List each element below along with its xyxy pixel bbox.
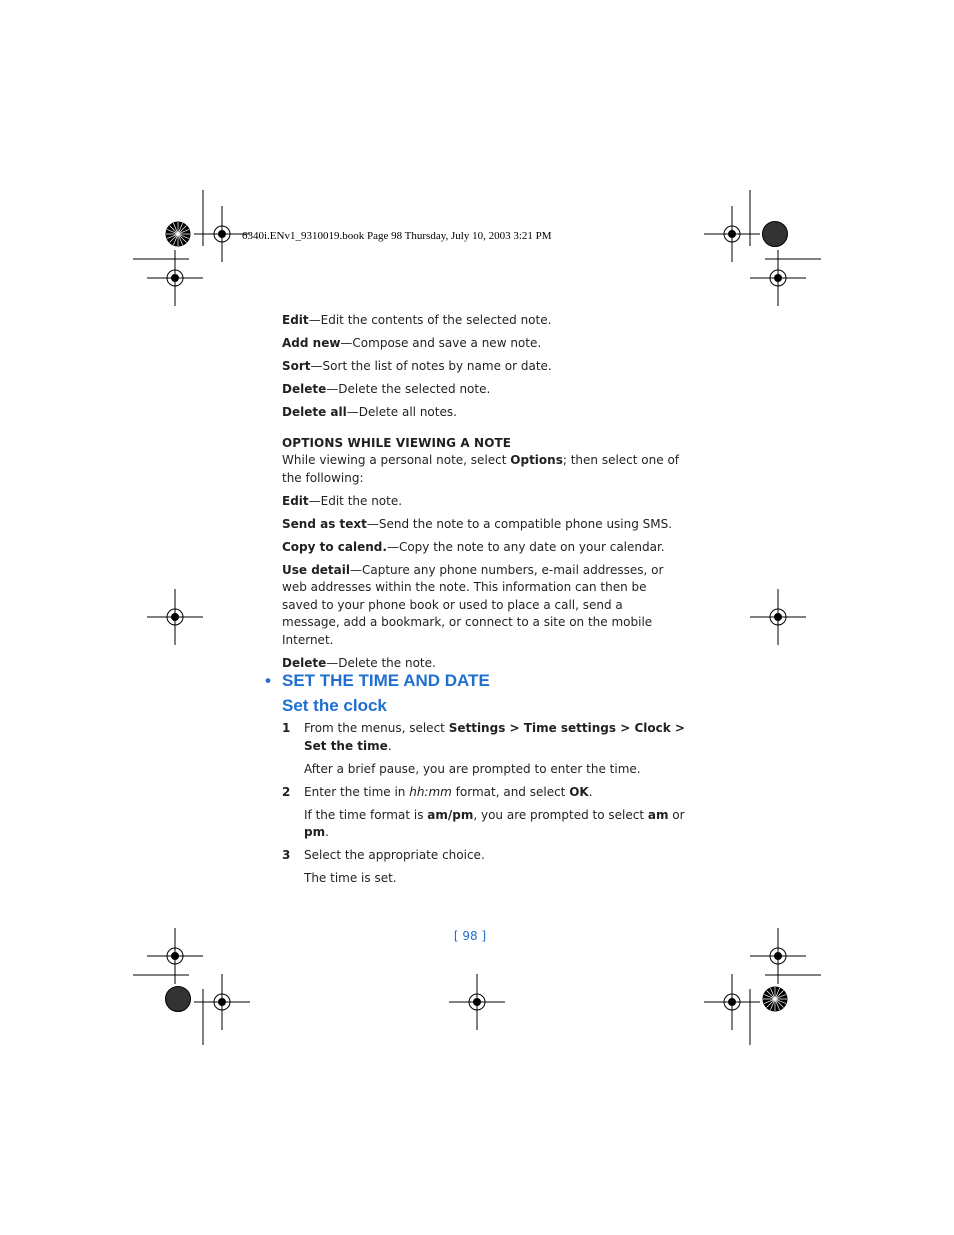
print-slug: 6340i.ENv1_9310019.book Page 98 Thursday, July 10, 2003 3:21 PM bbox=[242, 230, 552, 242]
menu-term: Time settings bbox=[523, 721, 617, 735]
definition-item bbox=[282, 335, 682, 353]
step-3 bbox=[282, 847, 702, 865]
text: . bbox=[325, 825, 329, 839]
term: Delete bbox=[282, 382, 327, 396]
text: or bbox=[668, 807, 685, 822]
step-number: 1 bbox=[282, 721, 291, 735]
definition-item bbox=[282, 516, 682, 534]
description: —Compose and save a new note. bbox=[340, 336, 542, 350]
step-2 bbox=[282, 784, 702, 802]
menu-term: OK bbox=[569, 784, 589, 799]
text: . bbox=[588, 784, 593, 799]
description: —Edit the note. bbox=[308, 493, 403, 508]
description: —Edit the contents of the selected note. bbox=[308, 313, 552, 327]
term: Edit bbox=[282, 493, 309, 508]
term: Use detail bbox=[282, 562, 350, 577]
bullet: • bbox=[265, 671, 271, 690]
definition-item bbox=[282, 404, 682, 422]
text: From the menus, select bbox=[304, 721, 449, 735]
term: Delete bbox=[282, 655, 327, 670]
definition-item bbox=[282, 655, 682, 673]
definition-item bbox=[282, 562, 667, 650]
definition-item bbox=[282, 539, 682, 557]
section-title-text: SET THE TIME AND DATE bbox=[282, 671, 490, 690]
separator: > bbox=[616, 721, 635, 735]
menu-term: Set the time bbox=[304, 738, 388, 753]
step-3-note: The time is set. bbox=[304, 871, 397, 885]
menu-term: am/pm bbox=[427, 807, 474, 822]
definition-item bbox=[282, 493, 682, 511]
step-1 bbox=[282, 720, 702, 755]
description: —Capture any phone numbers, e-mail addresses, or web addresses within the note. This information can then be saved to your phone book or used to place a call, send a message, add a bookmark, or connect to a site on the mobile Internet. bbox=[282, 562, 664, 647]
definition-item bbox=[282, 381, 682, 399]
intro-paragraph bbox=[282, 452, 682, 487]
step-number: 2 bbox=[282, 784, 291, 799]
page-number: [ 98 ] bbox=[453, 929, 487, 943]
separator: > bbox=[505, 721, 524, 735]
term: Send as text bbox=[282, 516, 367, 531]
step-2-note bbox=[282, 807, 702, 842]
text: ; then select one of the following: bbox=[282, 453, 680, 485]
description: —Sort the list of notes by name or date. bbox=[310, 359, 552, 373]
subheading: OPTIONS WHILE VIEWING A NOTE bbox=[282, 435, 512, 450]
subsection-title: Set the clock bbox=[282, 696, 387, 715]
term: Delete all bbox=[282, 405, 347, 419]
term: Edit bbox=[282, 313, 309, 327]
text: format, and select bbox=[451, 784, 570, 799]
description: —Copy the note to any date on your calendar. bbox=[386, 539, 665, 554]
description: —Send the note to a compatible phone using SMS. bbox=[366, 516, 673, 531]
step-1-note: After a brief pause, you are prompted to enter the time. bbox=[304, 761, 641, 776]
text: . bbox=[387, 738, 392, 753]
step-number: 3 bbox=[282, 848, 291, 862]
description: —Delete all notes. bbox=[346, 405, 457, 419]
steps-list bbox=[282, 720, 702, 893]
text: Select the appropriate choice. bbox=[304, 848, 485, 862]
text: , you are prompted to select bbox=[473, 807, 648, 822]
definition-item bbox=[282, 312, 682, 330]
menu-term: pm bbox=[304, 825, 326, 839]
text: Enter the time in bbox=[304, 784, 410, 799]
menu-term: Settings bbox=[448, 721, 506, 735]
text: While viewing a personal note, select bbox=[282, 453, 511, 467]
text: If the time format is bbox=[304, 807, 428, 822]
term: Sort bbox=[282, 359, 311, 373]
menu-term: am bbox=[647, 807, 669, 822]
format-text: hh:mm bbox=[409, 784, 452, 799]
separator: > bbox=[670, 721, 685, 735]
term: Copy to calend. bbox=[282, 539, 387, 554]
description: —Delete the note. bbox=[326, 655, 436, 670]
term: Add new bbox=[282, 336, 341, 350]
description: —Delete the selected note. bbox=[326, 382, 491, 396]
definition-item bbox=[282, 358, 682, 376]
menu-term: Options bbox=[510, 453, 563, 467]
menu-term: Clock bbox=[634, 721, 671, 735]
section-title bbox=[265, 671, 490, 691]
note-options-content bbox=[282, 312, 682, 678]
